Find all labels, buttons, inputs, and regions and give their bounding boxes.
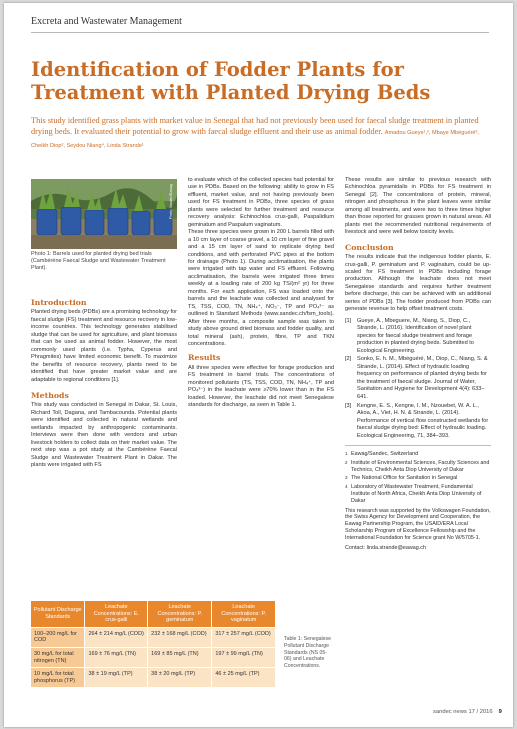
table-cell: 169 ± 85 mg/L (TN): [148, 647, 212, 667]
table-cell: 38 ± 20 mg/L (TP): [148, 668, 212, 688]
references-list: [345, 318, 491, 440]
table-cell: 169 ± 76 mg/L (TN): [85, 647, 148, 667]
leachate-table: [31, 601, 275, 687]
table-header-row: [31, 601, 275, 627]
table-cell: 46 ± 25 mg/L (TP): [212, 668, 275, 688]
table-cell: 100–200 mg/L for COD: [31, 627, 85, 647]
article-title: Identification of Fodder Plants for Treatment with Planted Drying Beds: [31, 58, 431, 104]
affiliation-item: 2 Institute of Environmental Sciences, Faculty Sciences and Technics, Cheikh Anta Diop University of Dakar: [345, 459, 490, 473]
reference-item: [3] Kengne, E. S., Kengne, I. M., Nzouebet, W. A. L., Akoa, A., Viet, H. N. & Strande, L. (2014). Performance of vertical flow constructed wetlands for faecal sludge drying bed: Effect of hydraulic loading. Ecological Engineering, 71, 384–393.: [345, 402, 489, 439]
section-label: Excreta and Wastewater Management: [31, 16, 182, 27]
methods-heading: Methods: [31, 390, 69, 400]
lede-text: This study identified grass plants with market value in Senegal that had not previously been used for faecal sludge treatment in planted drying beds. It evaluated their potential to grow with faecal sludge effluent and their use as animal fodder.: [31, 116, 479, 136]
table-cell: 38 ± 19 mg/L (TP): [85, 668, 148, 688]
page-number: 9: [498, 709, 502, 715]
table-row: [31, 647, 275, 667]
table-header-cell: Pollutant Discharge Standards: [31, 601, 85, 627]
results-text: All three species were effective for forage production and FS treatment in barrel trials. The concentrations of monitored pollutants (TS, TSS, COD, TN, NH₄⁺, TP and PO₄³⁻) in the leachate were ≥70% lower than in the FS loaded. However, the leachate did not meet Senegalese standards for discharge, as seen in Table 1.: [188, 364, 334, 409]
magazine-page: [4, 3, 513, 727]
photo-credit: Photo: Sandec/Eawag: [169, 184, 173, 219]
table-row: [31, 668, 275, 688]
table-cell: 264 ± 214 mg/L (COD): [85, 627, 148, 647]
column-3: [345, 177, 491, 553]
photo-caption: Photo 1: Barrels used for planted drying bed trials (Cambérène Faecal Sludge and Wastewater Treatment Plant).: [31, 251, 166, 271]
reference-item: [2] Sonko, E. h. M., Mbéguéré, M., Diop, C., Niang, S. & Strande, L. (2014). Effect of hydraulic loading frequency on performance of planted drying beds for the treatment of faecal sludge. Journal of Water, Sanitation and Hygiene for Development 4(4): 633–641.: [345, 356, 488, 400]
table-cell: 30 mg/L for total nitrogen (TN): [31, 647, 85, 667]
affiliations-list: [345, 451, 491, 505]
introduction-text: Planted drying beds (PDBs) are a promising technology for faecal sludge (FS) treatment and resource recovery in low-income countries. This technology generates stabilised sludge that can be used for agriculture, and plant biomass that can be used as animal fodder. However, the most commonly used plants (i.e. Typha, Cyperus and Phragmites) have limited economic benefit. To maximize the benefits of resource recovery, plants need to be identified that have greater market value and are adaptable to regional conditions [1].: [31, 309, 177, 383]
header-rule: [31, 32, 489, 33]
methods-setup-text: These three species were grown in 200 L barrels filled with a 10 cm layer of coarse gravel, a 10 cm layer of fine gravel and a 15 cm layer of sand to replicate drying bed conditions, and with perforated PVC pipes at the bottom for drainage (Photo 1). During acclimatisation, the plants were irrigated with tap water and FS effluent. Following acclimatisation, the barrels were irrigated three times weekly at a loading rate of 200 kg TS/(m² yr) for three months. For each application, FS was loaded onto the barrels and the leachate was collected and analysed for TS, TSS, COD, TN, NH₄⁺, NO₃⁻, TP and PO₄³⁻ as outlined in Standard Methods (www.sandec.ch/fsm_tools). After three months, a composite sample was taken to study above ground dried biomass and fodder quality, and total mineral (ash), protein, fibre, TP and TKN concentrations.: [188, 229, 334, 347]
table-header-cell: Leachate Concentrations: P. geminatum: [148, 601, 212, 627]
column-1: [31, 299, 177, 470]
results-heading: Results: [188, 353, 221, 363]
table-caption: Table 1: Senegalese Pollutant Discharge Standards (NS 05-06) and Leachate Concentrations.: [284, 636, 332, 670]
conclusion-heading: Conclusion: [345, 242, 394, 252]
table-header-cell: Leachate Concentrations: P. vaginatum: [212, 601, 275, 627]
funding-note: This research was supported by the Volkswagen Foundation, the Swiss Agency for Development and Cooperation, the Eawag Partnership Program, the USAID/ERA Local Scholarship Program of Excellence Fellowship and the International Foundation for Science grant No W/5705-1.: [345, 507, 491, 542]
contact-email[interactable]: Contact: linda.strande@eawag.ch: [345, 545, 426, 552]
table-cell: 197 ± 99 mg/L (TN): [212, 647, 275, 667]
methods-continued-text: to evaluate which of the collected species had potential for use in PDBs. Based on the following: ability to grow in FS effluent, market value, and not having previously been used for FS treatment in PDBs, three species of grass plants were selected for further treatment and resource recovery analysis: Echinochloa crus-galli, Paspalidium geminatum and Paspalum vaginatum.: [188, 177, 334, 228]
column-2: [188, 177, 334, 410]
barrels-photo-image: [31, 179, 177, 249]
table-row: [31, 627, 275, 647]
publication-name: sandec news 17 / 2016: [433, 709, 493, 715]
table-header-cell: Leachate Concentrations: E. crus-galli: [85, 601, 148, 627]
affiliation-item: 4 Laboratory of Wastewater Treatment, Fundamental Institute of North Africa, Cheikh Anta Diop University of Dakar: [345, 484, 482, 504]
article-lede: [31, 115, 493, 152]
methods-text: This study was conducted in Senegal in Dakar, St. Louis, Richard Toll, Dagana, and Tambacounda. Potential plants were identified and collected in natural wetlands and wetlands impacted by anthropogenic contaminants. Interviews were then done with vendors and urban livestock holders to collect data on their market value. The next step was a pot study at the Cambérène Faecal Sludge and Wastewater Treatment Plant in Dakar. The plants were irrigated with FS: [31, 402, 177, 469]
affiliation-item: 1 Eawag/Sandec, Switzerland: [345, 450, 419, 457]
table-cell: 232 ± 168 mg/L (COD): [148, 627, 212, 647]
article-authors: Amadou Gueye¹,², Mbaye Mbéguéré³, Cheikh Diop², Seydou Niang⁴, Linda Strande¹: [31, 130, 479, 149]
affiliations-divider: [345, 445, 491, 446]
affiliation-item: 3 The National Office for Sanitation in Senegal: [345, 475, 458, 482]
results-continued-text: These results are similar to previous research with Echinochloa pyramidalis in PDBs for FS treatment in Senegal [2]. The concentrations of protein, mineral, nitrogen and phosphorus in the plant leaves were similar among all treatments, and were two to three times higher than those reported for grasses grown in natural areas. All plants met the recommended nutritional requirements of livestock and were well below toxicity levels.: [345, 177, 491, 236]
reference-item: [1] Gueye, A., Mbeguere, M., Niang, S., Diop, C., Strande, L. (2016). Identification of novel plant species for faecal sludge treatment and forage production in planted drying beds. Submitted to Ecological Engineering.: [345, 317, 474, 354]
table-cell: 10 mg/L for total phosphorus (TP): [31, 668, 85, 688]
conclusion-text: The results indicate that the indigenous fodder plants, E. crus-galli, P. geminatum and P. vaginatum, could be up-scaled for FS treatment in PDBs including forage production. Although the leachate does not meet Senegalese standards and requires further treatment before discharge, this can be achieved with an additional series of PDBs [3]. The fodder produced from PDBs can generate revenue to help offset treatment costs.: [345, 254, 491, 313]
page-footer: [433, 709, 502, 715]
table-cell: 317 ± 257 mg/L (COD): [212, 627, 275, 647]
introduction-heading: Introduction: [31, 298, 87, 307]
barrels-photo: [31, 179, 177, 249]
